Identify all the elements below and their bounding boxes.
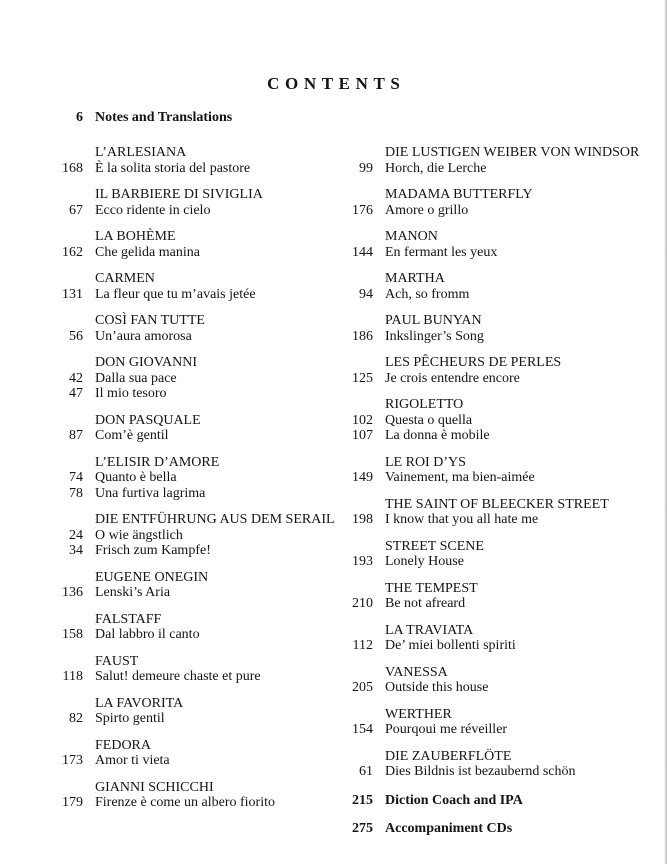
page-number-spacer [30, 313, 83, 329]
page-number-spacer [30, 413, 83, 429]
opera-entry [320, 665, 660, 696]
aria-page-number: 154 [352, 722, 373, 737]
aria-title: Un’aura amorosa [95, 328, 192, 344]
opera-entry [320, 455, 660, 486]
toc-line [320, 371, 660, 387]
opera-entry [30, 271, 330, 302]
toc-line [320, 428, 660, 444]
opera-entry [30, 512, 335, 559]
opera-title: IL BARBIERE DI SIVIGLIA [95, 187, 263, 202]
page-number-spacer [320, 623, 373, 639]
opera-title: LES PÊCHEURS DE PERLES [385, 355, 562, 370]
aria-page-number: 99 [359, 160, 373, 176]
toc-line [30, 543, 330, 559]
toc-line [320, 187, 660, 203]
toc-line [320, 413, 660, 429]
aria-page-number: 168 [62, 160, 83, 176]
aria-title: Horch, die Lerche [385, 160, 487, 176]
aria-title: Je crois entendre encore [385, 370, 520, 386]
opera-title: FEDORA [95, 737, 152, 753]
aria-page-number: 275 [352, 821, 373, 836]
opera-entry [320, 581, 660, 612]
aria-page-number: 215 [352, 792, 373, 808]
page-number-spacer [30, 187, 83, 203]
aria-title: Firenze è come un albero fiorito [95, 795, 275, 810]
toc-line [30, 528, 330, 544]
toc-line [320, 722, 660, 738]
toc-line [320, 707, 660, 723]
toc-line [320, 581, 660, 597]
opera-entry [30, 696, 330, 727]
opera-entry [320, 229, 660, 260]
aria-page-number: 162 [62, 244, 83, 260]
aria-page-number: 131 [62, 286, 83, 302]
page-number-spacer [30, 355, 83, 371]
toc-line [30, 371, 330, 387]
toc-line [30, 696, 330, 712]
opera-entry [320, 497, 660, 528]
aria-page-number: 149 [352, 470, 373, 485]
opera-entry [320, 707, 660, 738]
page-number-spacer [320, 397, 373, 413]
aria-title: Lenski’s Aria [95, 585, 171, 600]
aria-page-number: 47 [69, 386, 83, 401]
toc-line [30, 229, 330, 245]
aria-page-number: 61 [359, 764, 373, 779]
aria-page-number: 56 [69, 328, 83, 344]
toc-line [320, 638, 660, 654]
toc-line [30, 271, 330, 287]
opera-title: MARTHA [385, 271, 445, 286]
opera-entry [320, 355, 660, 386]
aria-page-number: 34 [69, 543, 83, 558]
opera-title: DON GIOVANNI [95, 355, 198, 370]
toc-line [320, 203, 660, 219]
back-matter-entry [320, 821, 660, 837]
toc-line [30, 585, 330, 601]
aria-page-number: 74 [69, 470, 83, 485]
toc-line [30, 627, 330, 643]
toc-line [320, 455, 660, 471]
opera-title: THE TEMPEST [385, 580, 478, 596]
opera-title: DIE ZAUBERFLÖTE [385, 748, 512, 764]
toc-line [320, 680, 660, 696]
page-number-spacer [30, 654, 83, 670]
aria-title: La fleur que tu m’avais jetée [95, 286, 256, 302]
aria-title: Be not afreard [385, 596, 466, 611]
aria-title: Dalla sua pace [95, 370, 177, 386]
aria-title: È la solita storia del pastore [95, 160, 251, 176]
toc-line [30, 203, 330, 219]
page-number-spacer [320, 145, 373, 161]
page-number-spacer [320, 665, 373, 681]
opera-title: MADAMA BUTTERFLY [385, 187, 533, 202]
opera-entry [320, 313, 660, 344]
opera-entry [30, 229, 330, 260]
aria-page-number: 67 [69, 202, 83, 218]
page-number-spacer [320, 313, 373, 329]
aria-title: De’ miei bollenti spiriti [385, 638, 516, 653]
toc-line [30, 795, 330, 811]
front-matter-row [30, 110, 232, 126]
opera-title: FALSTAFF [95, 611, 162, 627]
aria-title: En fermant les yeux [385, 244, 498, 260]
opera-entry [320, 271, 660, 302]
toc-line [30, 711, 330, 727]
aria-page-number: 87 [69, 428, 83, 443]
toc-line [30, 329, 330, 345]
opera-entry [30, 455, 330, 502]
page-number-spacer [320, 539, 373, 555]
toc-line [320, 287, 660, 303]
aria-title: Pourqoui me réveiller [385, 722, 508, 737]
toc-line [30, 313, 330, 329]
aria-title: Dal labbro il canto [95, 627, 200, 642]
aria-page-number: 78 [69, 485, 83, 501]
toc-line [320, 145, 660, 161]
opera-entry [30, 145, 330, 176]
toc-line [30, 470, 330, 486]
aria-title: I know that you all hate me [385, 512, 539, 527]
aria-page-number: 144 [352, 244, 373, 260]
aria-title: Ecco ridente in cielo [95, 202, 211, 218]
aria-title: Inkslinger’s Song [385, 328, 484, 344]
aria-title: Che gelida manina [95, 244, 200, 260]
page-number-spacer [30, 145, 83, 161]
opera-entry [30, 612, 330, 643]
toc-line [30, 570, 330, 586]
opera-title: PAUL BUNYAN [385, 313, 482, 328]
aria-page-number: 112 [352, 638, 373, 653]
aria-page-number: 42 [69, 370, 83, 386]
page-number-spacer [30, 696, 83, 712]
opera-entry [30, 187, 330, 218]
contents-column-left [30, 145, 335, 822]
aria-page-number: 205 [352, 680, 373, 695]
aria-page-number: 24 [69, 527, 83, 543]
aria-page-number: 179 [62, 795, 83, 810]
back-matter-entry [320, 793, 660, 809]
toc-line [30, 753, 330, 769]
toc-line [30, 245, 330, 261]
contents-column-right [320, 145, 660, 850]
toc-line [320, 821, 660, 837]
toc-line [30, 187, 330, 203]
opera-title: LE ROI D’YS [385, 454, 466, 470]
toc-line [320, 470, 660, 486]
opera-title: THE SAINT OF BLEECKER STREET [385, 496, 609, 512]
back-matter-label: Accompaniment CDs [385, 821, 513, 836]
page-number-spacer [320, 455, 373, 471]
aria-title: Il mio tesoro [95, 386, 167, 401]
opera-entry [320, 539, 660, 570]
opera-title: LA BOHÈME [95, 229, 176, 244]
opera-entry [30, 413, 330, 444]
opera-title: LA TRAVIATA [385, 622, 474, 638]
aria-page-number: 136 [62, 585, 83, 600]
toc-line [30, 355, 330, 371]
page-number-spacer [30, 455, 83, 471]
opera-title: RIGOLETTO [385, 397, 464, 412]
aria-title: La donna è mobile [385, 428, 490, 443]
opera-entry [320, 749, 660, 780]
toc-line [30, 145, 330, 161]
aria-title: Frisch zum Kampfe! [95, 543, 211, 558]
toc-line [320, 512, 660, 528]
opera-title: VANESSA [385, 664, 448, 680]
aria-page-number: 158 [62, 627, 83, 642]
toc-line [320, 229, 660, 245]
aria-page-number: 125 [352, 370, 373, 386]
opera-title: DIE ENTFÜHRUNG AUS DEM SERAIL [95, 512, 335, 527]
opera-entry [30, 313, 330, 344]
aria-page-number: 118 [62, 669, 83, 684]
page-number-spacer [30, 271, 83, 287]
toc-line [30, 780, 330, 796]
aria-title: Dies Bildnis ist bezaubernd schön [385, 764, 576, 779]
aria-title: O wie ängstlich [95, 527, 183, 543]
page-number-spacer [30, 229, 83, 245]
toc-line [30, 738, 330, 754]
toc-line [30, 612, 330, 628]
aria-title: Com’è gentil [95, 428, 169, 443]
aria-title: Quanto è bella [95, 470, 177, 485]
back-matter-label: Diction Coach and IPA [385, 792, 523, 808]
aria-title: Lonely House [385, 554, 464, 569]
opera-title: DIE LUSTIGEN WEIBER VON WINDSOR [385, 145, 640, 160]
aria-page-number: 173 [62, 753, 83, 768]
aria-title: Questa o quella [385, 412, 473, 428]
toc-line [320, 497, 660, 513]
opera-entry [320, 187, 660, 218]
aria-title: Spirto gentil [95, 711, 165, 726]
page-title: CONTENTS [267, 74, 406, 93]
page-number-spacer [320, 707, 373, 723]
toc-line [30, 486, 330, 502]
opera-title: GIANNI SCHICCHI [95, 779, 214, 795]
page-number-spacer [320, 229, 373, 245]
aria-page-number: 198 [352, 512, 373, 527]
aria-page-number: 102 [352, 412, 373, 428]
toc-line [320, 271, 660, 287]
page-number-spacer [320, 581, 373, 597]
opera-title: COSÌ FAN TUTTE [95, 313, 205, 328]
toc-line [320, 313, 660, 329]
toc-line [320, 355, 660, 371]
page-number-spacer [30, 738, 83, 754]
opera-title: FAUST [95, 653, 139, 669]
toc-line [30, 654, 330, 670]
toc-line [320, 665, 660, 681]
opera-entry [30, 780, 330, 811]
aria-title: Outside this house [385, 680, 489, 695]
toc-line [320, 749, 660, 765]
front-matter-label: Notes and Translations [95, 110, 233, 125]
page-number-spacer [320, 355, 373, 371]
aria-page-number: 94 [359, 286, 373, 302]
toc-line [320, 554, 660, 570]
front-page-number: 6 [76, 110, 83, 125]
toc-line [30, 669, 330, 685]
aria-title: Vainement, ma bien-aimée [385, 470, 535, 485]
toc-line [320, 596, 660, 612]
toc-line [320, 161, 660, 177]
opera-title: WERTHER [385, 706, 452, 722]
aria-title: Amor ti vieta [95, 753, 170, 768]
opera-entry [30, 738, 330, 769]
opera-title: MANON [385, 229, 438, 244]
opera-title: DON PASQUALE [95, 412, 201, 428]
page-number-spacer [320, 271, 373, 287]
toc-line [320, 397, 660, 413]
aria-page-number: 186 [352, 328, 373, 344]
aria-page-number: 176 [352, 202, 373, 218]
opera-title: CARMEN [95, 271, 155, 286]
aria-page-number: 210 [352, 596, 373, 611]
page-number-spacer [320, 187, 373, 203]
page-number-spacer [30, 570, 83, 586]
toc-line [30, 413, 330, 429]
opera-entry [320, 397, 660, 444]
aria-title: Salut! demeure chaste et pure [95, 669, 261, 684]
aria-title: Una furtiva lagrima [95, 485, 206, 501]
opera-title: EUGENE ONEGIN [95, 569, 209, 585]
opera-entry [320, 623, 660, 654]
toc-line [30, 161, 330, 177]
toc-line [320, 245, 660, 261]
toc-line [30, 455, 330, 471]
opera-title: L’ELISIR D’AMORE [95, 454, 220, 470]
aria-title: Ach, so fromm [385, 286, 470, 302]
toc-line [30, 287, 330, 303]
toc-line [30, 512, 335, 528]
page-number-spacer [320, 497, 373, 513]
toc-line [30, 386, 330, 402]
opera-title: LA FAVORITA [95, 695, 184, 711]
opera-title: L’ARLESIANA [95, 145, 187, 160]
toc-line [320, 793, 660, 809]
opera-title: STREET SCENE [385, 538, 484, 554]
toc-line [30, 428, 330, 444]
opera-entry [30, 654, 330, 685]
page-number-spacer [30, 780, 83, 796]
opera-entry [30, 570, 330, 601]
opera-entry [30, 355, 330, 402]
aria-page-number: 82 [69, 711, 83, 726]
aria-page-number: 107 [352, 428, 373, 443]
aria-page-number: 193 [352, 554, 373, 569]
toc-line [320, 764, 660, 780]
aria-title: Amore o grillo [385, 202, 469, 218]
toc-line [320, 329, 660, 345]
page-number-spacer [30, 612, 83, 628]
toc-line [320, 623, 660, 639]
opera-entry [320, 145, 660, 176]
page-number-spacer [320, 749, 373, 765]
toc-line [320, 539, 660, 555]
page-number-spacer [30, 512, 83, 528]
